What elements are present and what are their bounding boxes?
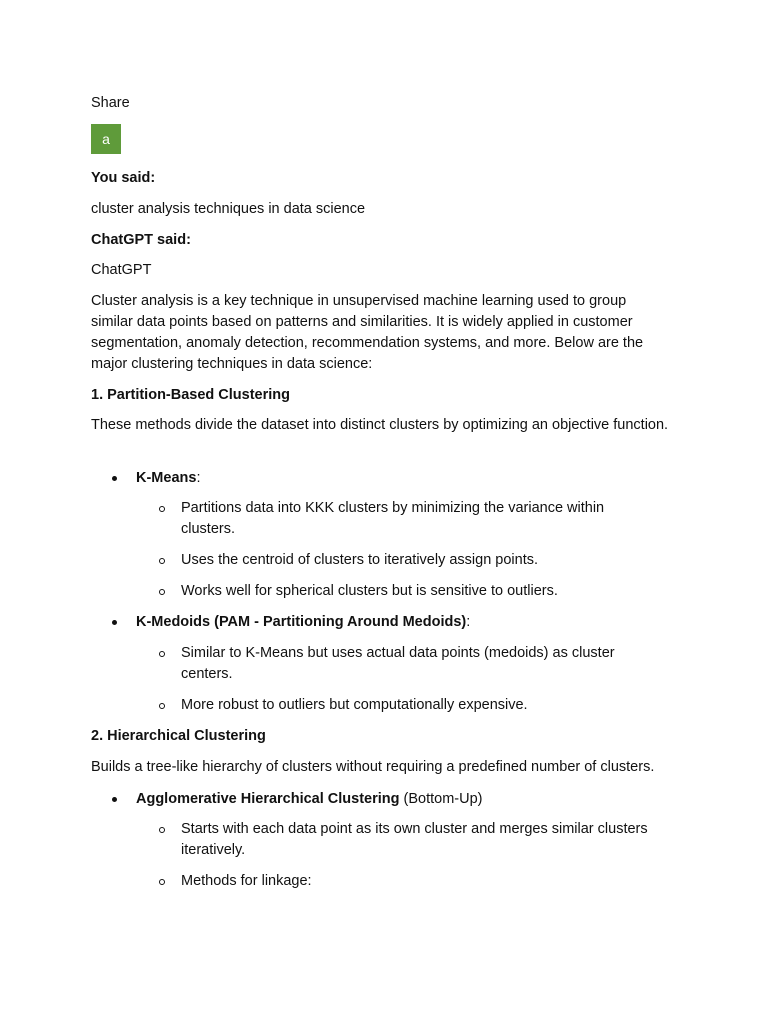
- you-said-label: You said:: [91, 170, 156, 186]
- kmedoids-item: [136, 612, 470, 633]
- kmedoids-point-2: More robust to outliers but computationally expensive.: [181, 697, 528, 713]
- user-avatar: a: [91, 124, 121, 154]
- kmeans-item: [136, 468, 200, 489]
- agglo-item: [136, 789, 483, 810]
- bullet-dot-icon: [112, 620, 117, 625]
- bullet-circle-icon: [159, 589, 165, 595]
- agglo-title: Agglomerative Hierarchical Clustering: [136, 791, 400, 807]
- kmeans-title: K-Means: [136, 470, 197, 486]
- chatgpt-name: ChatGPT: [91, 262, 152, 278]
- kmedoids-point-1: Similar to K-Means but uses actual data points (medoids) as cluster centers.: [181, 645, 615, 682]
- kmedoids-suffix: :: [466, 614, 471, 630]
- bullet-circle-icon: [159, 827, 165, 833]
- kmeans-point-1: Partitions data into KKK clusters by minimizing the variance within clusters.: [181, 500, 605, 537]
- bullet-circle-icon: [159, 703, 165, 709]
- bullet-dot-icon: [112, 476, 117, 481]
- bullet-circle-icon: [159, 558, 165, 564]
- agglo-point-2: Methods for linkage:: [181, 873, 312, 889]
- section2-heading: 2. Hierarchical Clustering: [91, 728, 266, 744]
- bullet-circle-icon: [159, 879, 165, 885]
- kmeans-point-2: Uses the centroid of clusters to iteratively assign points.: [181, 552, 539, 568]
- bullet-circle-icon: [159, 506, 165, 512]
- user-message: cluster analysis techniques in data science: [91, 201, 366, 217]
- bullet-circle-icon: [159, 651, 165, 657]
- section1-heading: 1. Partition-Based Clustering: [91, 387, 291, 403]
- section2-description: Builds a tree-like hierarchy of clusters without requiring a predefined number of clusters.: [91, 759, 655, 775]
- intro-paragraph: Cluster analysis is a key technique in unsupervised machine learning used to group similar data points based on patterns and similarities. It is widely applied in customer segmentation, anomaly detection, recommendation systems, and more. Below are the major clustering techniques in data science:: [91, 293, 644, 372]
- bullet-dot-icon: [112, 797, 117, 802]
- kmeans-suffix: :: [196, 470, 201, 486]
- section1-description: These methods divide the dataset into distinct clusters by optimizing an objective function.: [91, 417, 669, 433]
- agglo-suffix: (Bottom-Up): [399, 791, 483, 807]
- share-link[interactable]: Share: [91, 95, 130, 111]
- kmeans-point-3: Works well for spherical clusters but is sensitive to outliers.: [181, 583, 558, 599]
- chatgpt-said-label: ChatGPT said:: [91, 232, 191, 248]
- kmedoids-title: K-Medoids (PAM - Partitioning Around Medoids): [136, 614, 467, 630]
- agglo-point-1: Starts with each data point as its own cluster and merges similar clusters iteratively.: [181, 821, 648, 858]
